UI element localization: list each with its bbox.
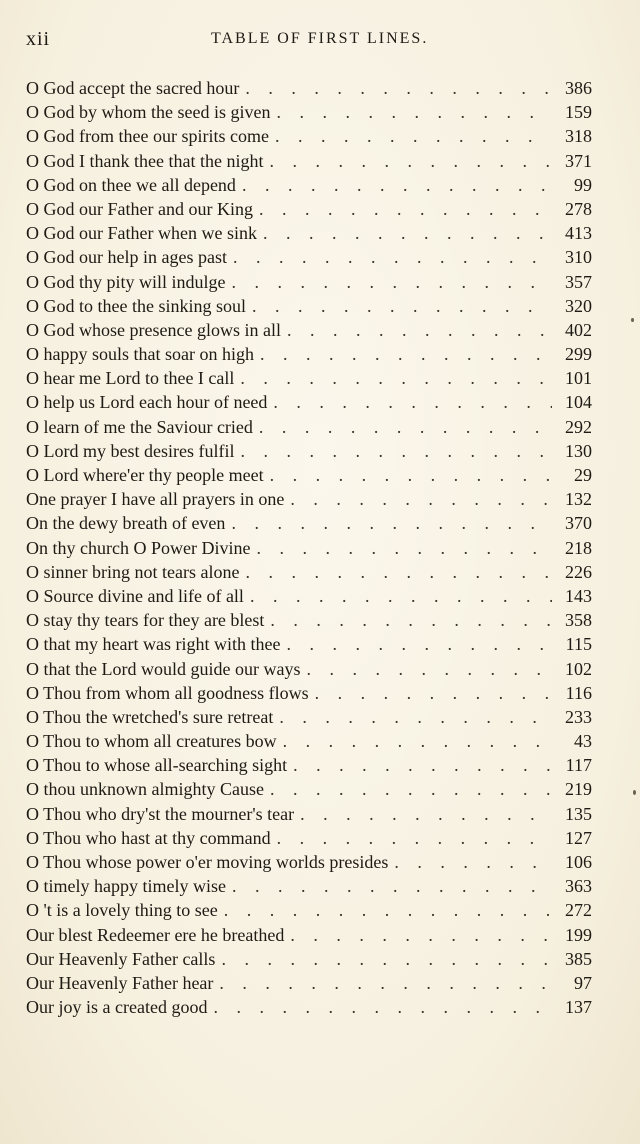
hymn-page-number: 99 [574, 174, 592, 195]
paper-speck [633, 790, 636, 795]
dot-leader [259, 415, 552, 439]
first-line-text: O God by whom the seed is given [26, 102, 271, 123]
dot-leader [269, 149, 552, 173]
dot-leader [394, 850, 552, 874]
toc-entry [26, 850, 592, 874]
table-of-first-lines [26, 76, 592, 1019]
first-line-text: O God whose presence glows in all [26, 319, 281, 340]
hymn-page-number: 106 [565, 852, 592, 872]
first-line-text: O happy souls that soar on high [26, 344, 254, 365]
dot-leader [263, 221, 552, 245]
dot-leader [256, 536, 552, 560]
first-line-text: O God from thee our spirits come [26, 126, 269, 147]
first-line-text: O stay thy tears for they are blest [26, 610, 265, 631]
dot-leader [232, 270, 553, 294]
first-line-text: O hear me Lord to thee I call [26, 368, 235, 389]
hymn-page-number: 127 [565, 827, 592, 848]
hymn-page-number: 299 [565, 344, 592, 365]
dot-leader [252, 294, 552, 318]
first-line-text: O sinner bring not tears alone [26, 561, 240, 582]
dot-leader [240, 439, 552, 463]
dot-leader [221, 947, 552, 971]
hymn-page-number: 43 [574, 731, 592, 752]
hymn-page-number: 310 [565, 247, 592, 268]
hymn-page-number: 320 [565, 295, 592, 316]
dot-leader [259, 197, 552, 221]
hymn-page-number: 101 [565, 368, 592, 389]
paper-speck [631, 318, 634, 322]
toc-entry [26, 173, 592, 197]
toc-entry [26, 560, 592, 584]
hymn-page-number: 132 [565, 489, 592, 510]
first-line-text: O timely happy timely wise [26, 876, 226, 897]
hymn-page-number: 115 [565, 634, 592, 655]
hymn-page-number: 159 [565, 102, 592, 123]
toc-entry [26, 245, 592, 269]
toc-entry [26, 124, 592, 148]
dot-leader [290, 487, 552, 511]
first-line-text: O learn of me the Saviour cried [26, 416, 253, 437]
first-line-text: O Thou to whom all creatures bow [26, 731, 277, 752]
first-line-text: O Thou from whom all goodness flows [26, 682, 309, 703]
first-line-text: O 't is a lovely thing to see [26, 900, 218, 921]
toc-entry [26, 415, 592, 439]
first-line-text: O God accept the sacred hour [26, 78, 240, 98]
toc-entry [26, 221, 592, 245]
hymn-page-number: 102 [565, 658, 592, 679]
dot-leader [287, 318, 552, 342]
dot-leader [275, 124, 552, 148]
toc-entry [26, 270, 592, 294]
hymn-page-number: 402 [565, 319, 592, 340]
dot-leader [233, 245, 552, 269]
hymn-page-number: 363 [565, 876, 592, 897]
first-line-text: On thy church O Power Divine [26, 537, 251, 558]
toc-entry [26, 100, 592, 124]
toc-entry [26, 487, 592, 511]
dot-leader [270, 608, 552, 632]
first-line-text: O Thou the wretched's sure retreat [26, 706, 274, 727]
dot-leader [293, 753, 552, 777]
first-line-text: Our Heavenly Father calls [26, 948, 216, 969]
hymn-page-number: 137 [565, 997, 592, 1018]
hymn-page-number: 385 [565, 948, 592, 969]
hymn-page-number: 272 [565, 900, 592, 921]
first-line-text: O Thou whose power o'er moving worlds presides [26, 852, 389, 872]
dot-leader [273, 390, 552, 414]
toc-entry [26, 463, 592, 487]
dot-leader [242, 173, 552, 197]
toc-entry [26, 971, 592, 995]
dot-leader [260, 342, 552, 366]
hymn-page-number: 226 [565, 561, 592, 582]
hymn-page-number: 357 [565, 271, 592, 292]
dot-leader [224, 898, 552, 922]
dot-leader [276, 100, 552, 124]
hymn-page-number: 386 [565, 78, 592, 98]
toc-entry [26, 584, 592, 608]
dot-leader [300, 802, 552, 826]
toc-entry [26, 874, 592, 898]
toc-entry [26, 390, 592, 414]
hymn-page-number: 143 [565, 585, 592, 606]
first-line-text: O thou unknown almighty Cause [26, 779, 264, 800]
hymn-page-number: 130 [565, 440, 592, 461]
running-title: TABLE OF FIRST LINES. [211, 30, 429, 47]
toc-entry [26, 898, 592, 922]
hymn-page-number: 371 [565, 150, 592, 171]
dot-leader [231, 511, 552, 535]
hymn-page-number: 116 [565, 682, 592, 703]
toc-entry [26, 657, 592, 681]
page-header [26, 28, 614, 58]
dot-leader [306, 657, 552, 681]
toc-entry [26, 608, 592, 632]
first-line-text: O God our help in ages past [26, 247, 227, 268]
hymn-page-number: 199 [565, 924, 592, 945]
hymn-page-number: 104 [565, 392, 592, 413]
dot-leader [232, 874, 552, 898]
toc-entry [26, 511, 592, 535]
toc-entry [26, 802, 592, 826]
dot-leader [219, 971, 552, 995]
first-line-text: O God our Father when we sink [26, 223, 257, 244]
hymn-page-number: 292 [565, 416, 592, 437]
toc-entry [26, 76, 592, 100]
toc-entry [26, 536, 592, 560]
toc-entry [26, 294, 592, 318]
page-number: xii [26, 28, 51, 50]
first-line-text: O Thou to whose all-searching sight [26, 755, 288, 776]
first-line-text: O that the Lord would guide our ways [26, 658, 301, 679]
hymn-page-number: 135 [565, 803, 592, 824]
first-line-text: Our blest Redeemer ere he breathed [26, 924, 285, 945]
first-line-text: O Lord where'er thy people meet [26, 465, 264, 485]
toc-entry [26, 923, 592, 947]
toc-entry [26, 753, 592, 777]
first-line-text: O Thou who hast at thy command [26, 827, 271, 848]
first-line-text: O Thou who dry'st the mourner's tear [26, 803, 295, 824]
toc-entry [26, 149, 592, 173]
toc-entry [26, 826, 592, 850]
toc-entry [26, 342, 592, 366]
toc-entry [26, 366, 592, 390]
first-line-text: O Source divine and life of all [26, 585, 244, 606]
toc-entry [26, 995, 592, 1019]
toc-entry [26, 729, 592, 753]
dot-leader [279, 705, 552, 729]
dot-leader [290, 923, 552, 947]
hymn-page-number: 358 [565, 610, 592, 631]
toc-entry [26, 947, 592, 971]
toc-entry [26, 197, 592, 221]
hymn-page-number: 278 [565, 198, 592, 219]
dot-leader [283, 729, 552, 753]
first-line-text: O God I thank thee that the night [26, 150, 264, 171]
first-line-text: O God thy pity will indulge [26, 271, 226, 292]
first-line-text: O God to thee the sinking soul [26, 295, 246, 316]
toc-entry [26, 318, 592, 342]
first-line-text: Our joy is a created good [26, 997, 208, 1018]
dot-leader [270, 463, 552, 487]
first-line-text: O God our Father and our King [26, 198, 253, 219]
dot-leader [270, 777, 552, 801]
first-line-text: O that my heart was right with thee [26, 634, 281, 655]
hymn-page-number: 29 [574, 465, 592, 485]
first-line-text: O help us Lord each hour of need [26, 392, 268, 413]
first-line-text: Our Heavenly Father hear [26, 972, 214, 993]
dot-leader [250, 584, 552, 608]
hymn-page-number: 218 [565, 537, 592, 558]
toc-entry [26, 777, 592, 801]
hymn-page-number: 370 [565, 513, 592, 534]
first-line-text: O God on thee we all depend [26, 174, 236, 195]
hymn-page-number: 97 [574, 972, 592, 993]
hymn-page-number: 117 [565, 755, 592, 776]
dot-leader [245, 76, 552, 100]
toc-entry [26, 681, 592, 705]
dot-leader [240, 366, 552, 390]
dot-leader [213, 995, 552, 1019]
dot-leader [286, 632, 552, 656]
first-line-text: O Lord my best desires fulfil [26, 440, 235, 461]
hymn-page-number: 318 [565, 126, 592, 147]
toc-entry [26, 439, 592, 463]
first-line-text: One prayer I have all prayers in one [26, 489, 285, 510]
first-line-text: On the dewy breath of even [26, 513, 226, 534]
dot-leader [315, 681, 552, 705]
dot-leader [277, 826, 552, 850]
toc-entry [26, 632, 592, 656]
toc-entry [26, 705, 592, 729]
hymn-page-number: 219 [565, 779, 592, 800]
dot-leader [245, 560, 552, 584]
hymn-page-number: 233 [565, 706, 592, 727]
hymn-page-number: 413 [565, 223, 592, 244]
